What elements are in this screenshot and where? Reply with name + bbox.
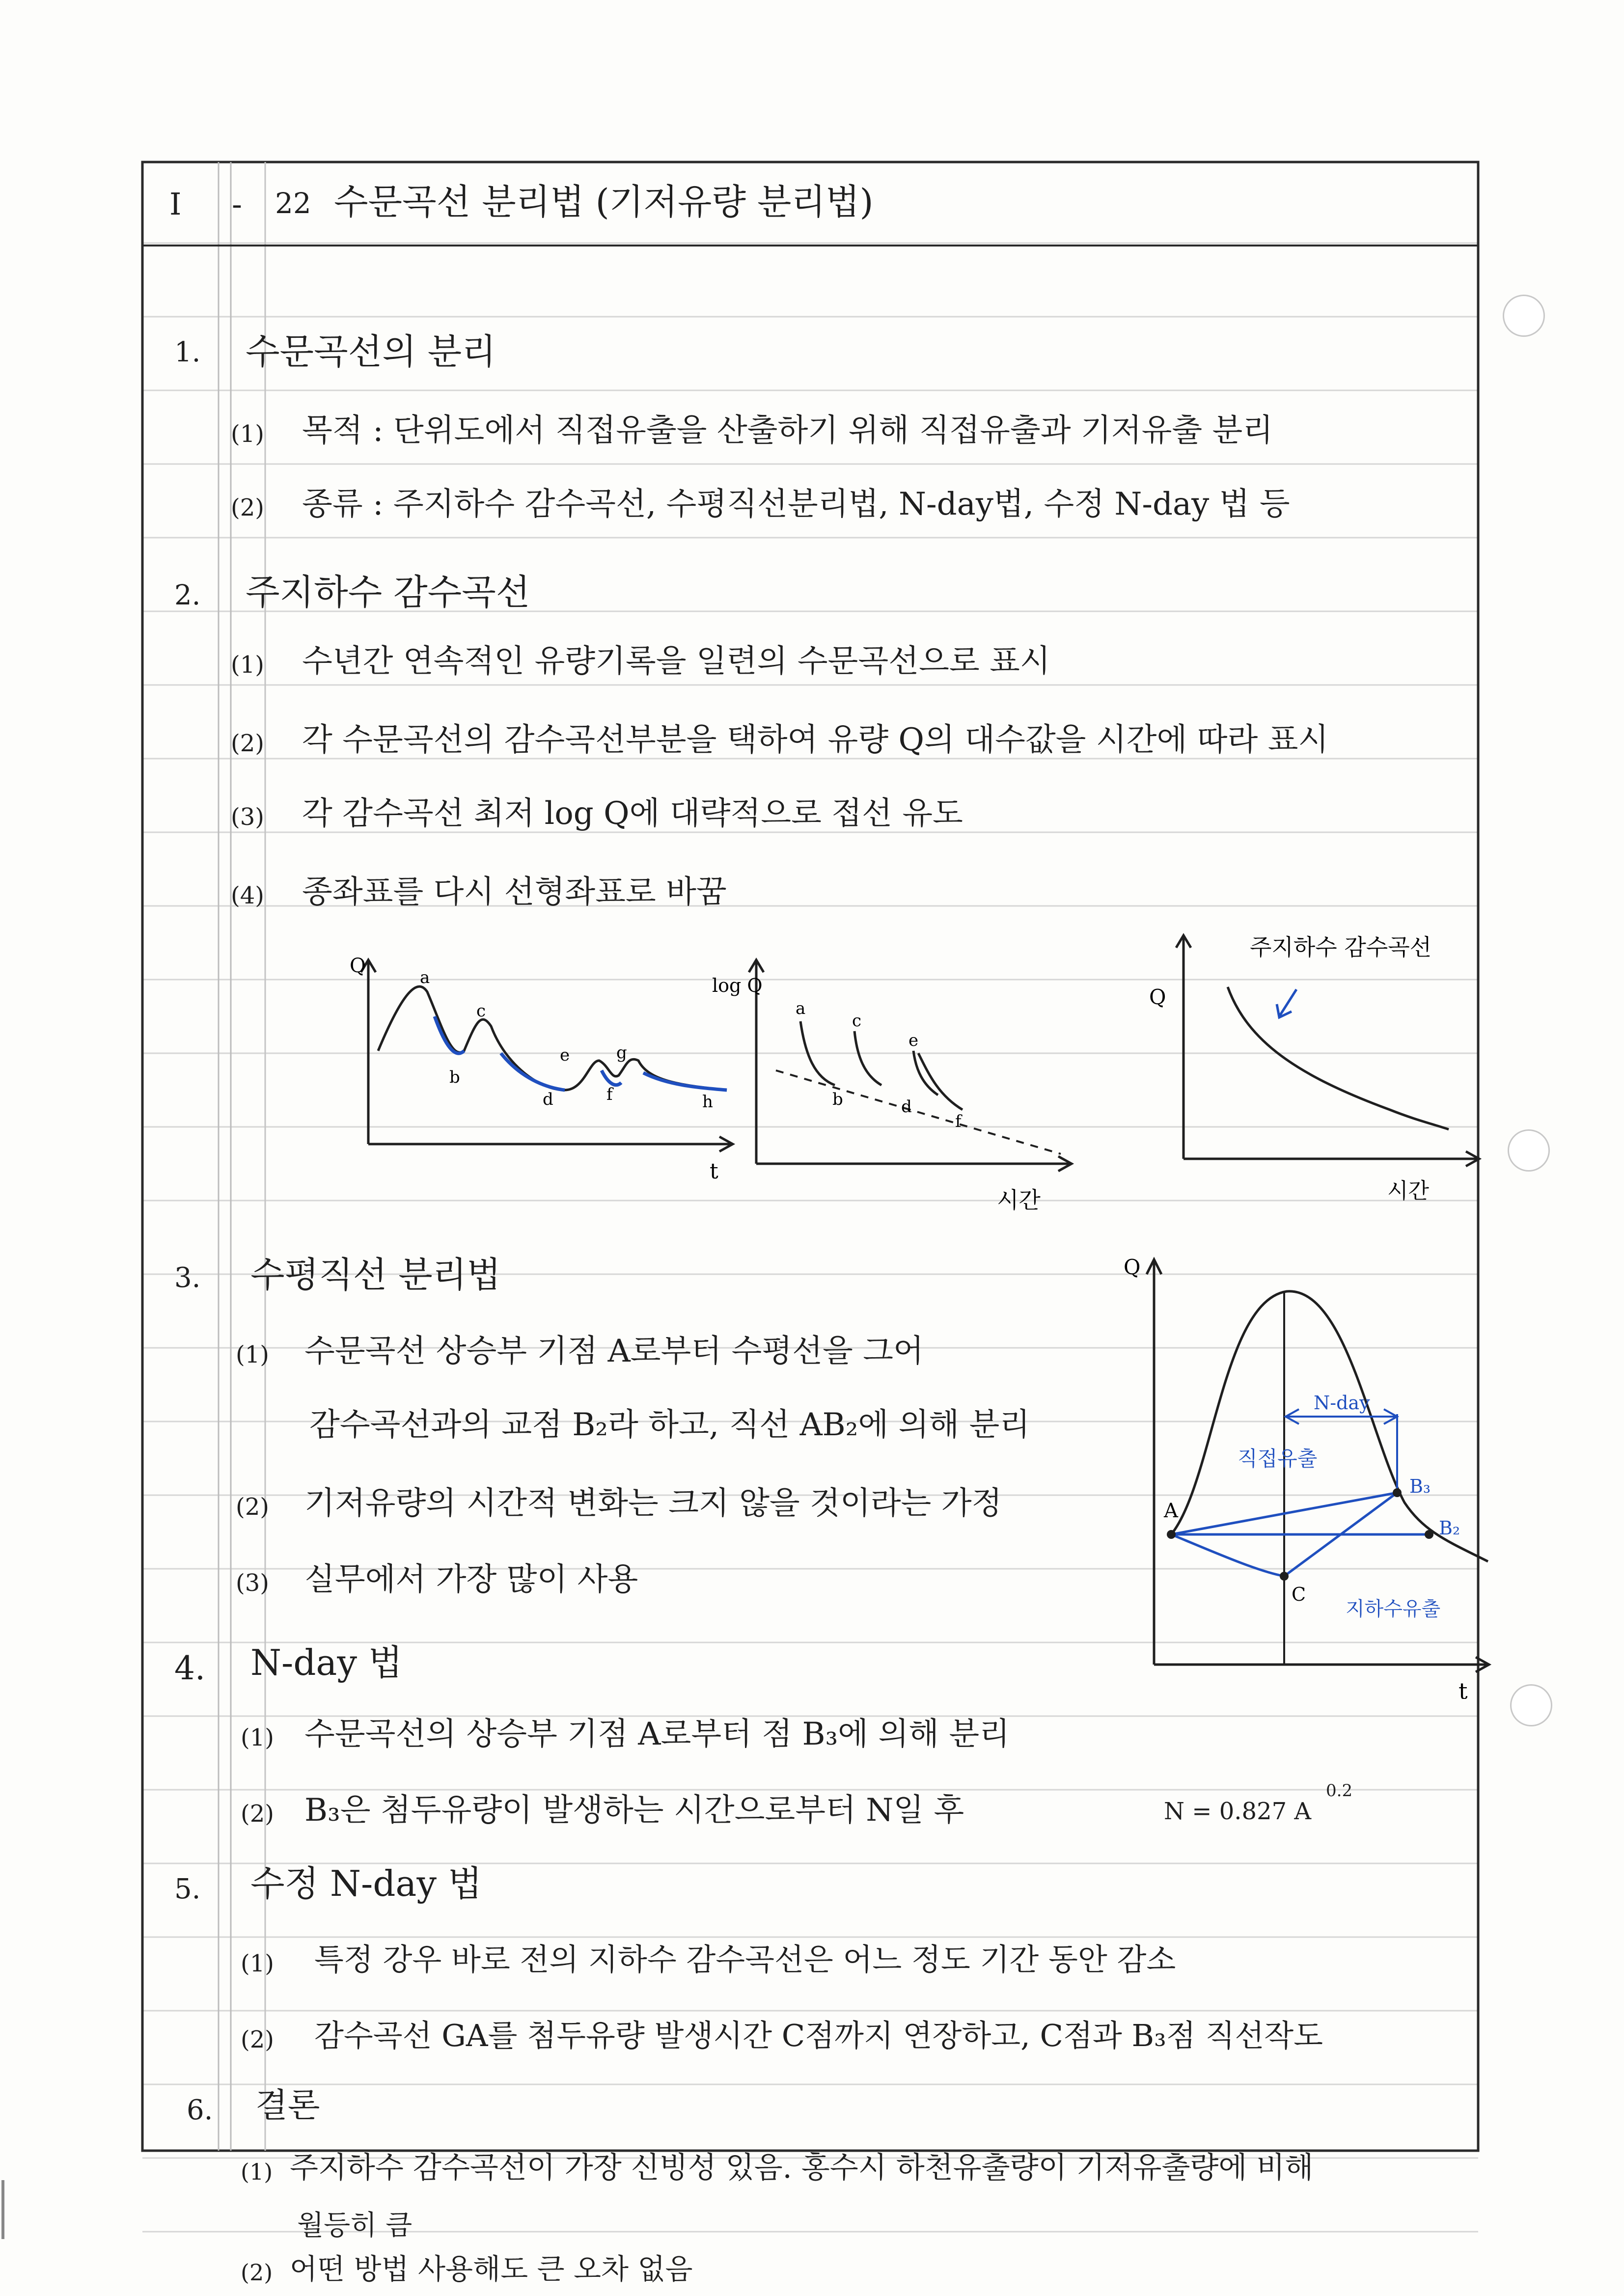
fig4-label-ground: 지하수유출 bbox=[1346, 1598, 1441, 1620]
binder-hole-3 bbox=[1510, 1684, 1552, 1726]
fig1-baseflow-curve bbox=[435, 1016, 727, 1090]
fig3-recession-curve bbox=[1228, 987, 1449, 1129]
binder-hole-1 bbox=[1503, 295, 1545, 337]
fig2-y-label: log Q bbox=[712, 975, 763, 996]
section-2-number: 2. bbox=[174, 579, 201, 611]
section-4-title: N-day 법 bbox=[250, 1642, 403, 1683]
s6-item-1a: 주지하수 감수곡선이 가장 신빙성 있음. 홍수시 하천유출량이 기저유출량에 비해 bbox=[290, 2151, 1314, 2185]
fig4-label-nday: N-day bbox=[1314, 1392, 1370, 1414]
figure-separation bbox=[1115, 1228, 1498, 1699]
section-4-number: 4. bbox=[174, 1649, 205, 1687]
s4-item-1-number: (1) bbox=[241, 1724, 274, 1751]
page-title: 수문곡선 분리법 (기저유량 분리법) bbox=[334, 181, 874, 222]
figure-master-recession bbox=[1134, 913, 1488, 1218]
fig1-point-f: f bbox=[606, 1085, 613, 1104]
s5-item-2-number: (2) bbox=[241, 2026, 274, 2053]
fig3-curve-label: 주지하수 감수곡선 bbox=[1250, 934, 1432, 960]
s4-item-2: B₃은 첨두유량이 발생하는 시간으로부터 N일 후 bbox=[304, 1792, 964, 1829]
fig4-x-label: t bbox=[1459, 1678, 1468, 1699]
s3-item-1b: 감수곡선과의 교점 B₂라 하고, 직선 AB₂에 의해 분리 bbox=[309, 1407, 1030, 1443]
s4-item-2-number: (2) bbox=[241, 1800, 274, 1828]
s5-item-1: 특정 강우 바로 전의 지하수 감수곡선은 어느 정도 기간 동안 감소 bbox=[314, 1941, 1176, 1977]
figure-semilog bbox=[707, 948, 1090, 1223]
header-dash: - bbox=[232, 186, 242, 222]
section-3-number: 3. bbox=[174, 1262, 201, 1294]
fig4-point-b3 bbox=[1393, 1488, 1402, 1497]
s3-item-3: 실무에서 가장 많이 사용 bbox=[304, 1561, 638, 1598]
s4-formula-exponent: 0.2 bbox=[1326, 1781, 1353, 1801]
s6-item-1b: 월등히 큼 bbox=[297, 2210, 413, 2241]
fig3-y-label: Q bbox=[1149, 985, 1166, 1009]
fig4-label-c: C bbox=[1292, 1584, 1306, 1605]
s3-item-2-number: (2) bbox=[236, 1493, 269, 1521]
fig1-point-b: b bbox=[449, 1067, 460, 1087]
section-6-title: 결론 bbox=[255, 2086, 320, 2125]
fig2-point-c: c bbox=[852, 1011, 862, 1031]
figure-hydrograph bbox=[334, 948, 756, 1203]
section-5-number: 5. bbox=[174, 1873, 201, 1905]
fig1-hydrograph-curve bbox=[378, 986, 727, 1090]
fig2-point-f: f bbox=[955, 1112, 962, 1131]
header-number: 22 bbox=[275, 187, 311, 220]
fig2-point-a: a bbox=[796, 999, 806, 1018]
fig1-point-d: d bbox=[543, 1090, 553, 1109]
s3-item-2: 기저유량의 시간적 변화는 크지 않을 것이라는 가정 bbox=[304, 1485, 1002, 1522]
s1-item-2-number: (2) bbox=[231, 494, 264, 521]
section-1-number: 1. bbox=[174, 336, 201, 368]
fig1-x-label: t bbox=[710, 1159, 718, 1184]
section-2-title: 주지하수 감수곡선 bbox=[246, 572, 530, 613]
s2-item-3-number: (3) bbox=[231, 803, 264, 831]
s1-item-1: 목적 : 단위도에서 직접유출을 산출하기 위해 직접유출과 기저유출 분리 bbox=[302, 412, 1273, 449]
fig4-point-c bbox=[1280, 1572, 1289, 1581]
fig2-point-b: b bbox=[832, 1090, 843, 1109]
s2-item-4: 종좌표를 다시 선형좌표로 바꿈 bbox=[302, 874, 727, 910]
s6-item-2: 어떤 방법 사용해도 큰 오차 없음 bbox=[290, 2252, 693, 2286]
fig4-label-direct: 직접유출 bbox=[1238, 1447, 1318, 1471]
s4-item-1: 수문곡선의 상승부 기점 A로부터 점 B₃에 의해 분리 bbox=[304, 1716, 1010, 1752]
fig1-point-e: e bbox=[560, 1045, 570, 1065]
fig1-point-c: c bbox=[476, 1001, 486, 1021]
s3-item-1a: 수문곡선 상승부 기점 A로부터 수평선을 그어 bbox=[304, 1333, 924, 1369]
fig2-recession-tangent bbox=[776, 1070, 1061, 1154]
fig4-label-a: A bbox=[1164, 1500, 1178, 1522]
s4-formula: N = 0.827 A bbox=[1164, 1798, 1312, 1825]
fig1-y-label: Q bbox=[350, 955, 366, 977]
fig1-point-g: g bbox=[616, 1043, 627, 1063]
section-3-title: 수평직선 분리법 bbox=[250, 1254, 501, 1295]
fig2-point-e: e bbox=[908, 1031, 919, 1050]
binder-hole-2 bbox=[1508, 1129, 1550, 1172]
s6-item-2-number: (2) bbox=[241, 2259, 273, 2286]
fig1-point-h: h bbox=[702, 1092, 713, 1112]
fig2-x-label: 시간 bbox=[997, 1187, 1041, 1213]
s1-item-1-number: (1) bbox=[231, 420, 264, 448]
s6-item-1-number: (1) bbox=[241, 2159, 273, 2185]
s2-item-2: 각 수문곡선의 감수곡선부분을 택하여 유량 Q의 대수값을 시간에 따라 표시 bbox=[302, 722, 1329, 758]
fig4-label-b2: B₂ bbox=[1439, 1517, 1460, 1539]
s2-item-1: 수년간 연속적인 유량기록을 일련의 수문곡선으로 표시 bbox=[302, 643, 1050, 680]
fig4-point-b2 bbox=[1425, 1530, 1433, 1539]
section-5-title: 수정 N-day 법 bbox=[250, 1863, 482, 1904]
section-6-number: 6. bbox=[187, 2094, 213, 2126]
fig4-label-b3: B₃ bbox=[1409, 1476, 1431, 1497]
fig4-point-a bbox=[1167, 1530, 1176, 1539]
s3-item-1-number: (1) bbox=[236, 1341, 269, 1368]
s2-item-2-number: (2) bbox=[231, 730, 264, 757]
s2-item-4-number: (4) bbox=[231, 882, 264, 909]
fig1-point-a: a bbox=[420, 968, 430, 987]
s2-item-1-number: (1) bbox=[231, 651, 264, 679]
s5-item-2: 감수곡선 GA를 첨두유량 발생시간 C점까지 연장하고, C점과 B₃점 직선작도 bbox=[314, 2018, 1323, 2053]
fig3-x-label: 시간 bbox=[1387, 1178, 1430, 1203]
s5-item-1-number: (1) bbox=[241, 1950, 274, 1977]
fig4-y-label: Q bbox=[1124, 1255, 1141, 1279]
s1-item-2: 종류 : 주지하수 감수곡선, 수평직선분리법, N-day법, 수정 N-day 법 등 bbox=[302, 486, 1290, 522]
s3-item-3-number: (3) bbox=[236, 1569, 269, 1597]
fig2-point-d: d bbox=[901, 1097, 912, 1117]
header-code: I bbox=[169, 186, 182, 222]
section-1-title: 수문곡선의 분리 bbox=[246, 331, 496, 372]
s2-item-3: 각 감수곡선 최저 log Q에 대략적으로 접선 유도 bbox=[302, 795, 963, 832]
